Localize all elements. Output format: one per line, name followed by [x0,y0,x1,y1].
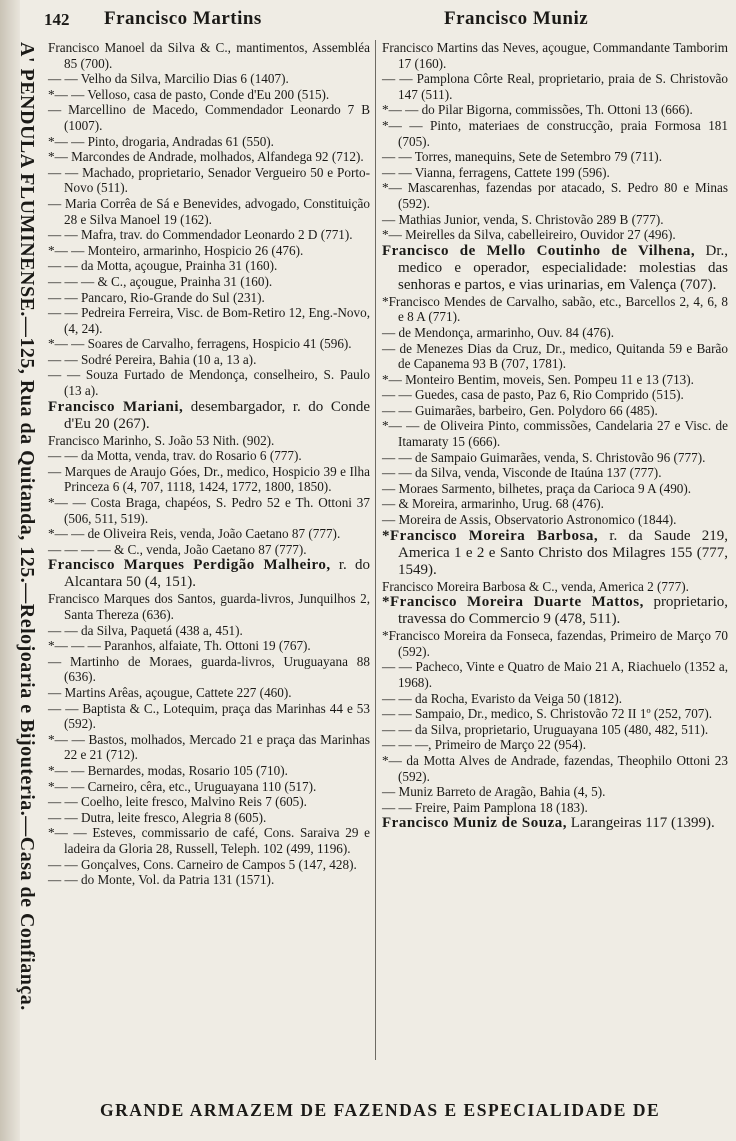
directory-entry [48,102,370,133]
directory-entry [48,149,370,165]
entry-text: *— Monteiro Bentim, moveis, Sen. Pompeu 11 e 13 (713). [382,371,694,387]
entry-text: *— — de Oliveira Reis, venda, João Caetano 87 (777). [48,526,341,542]
directory-entry [382,722,728,738]
entry-name: Francisco Marques Perdigão Malheiro, [48,557,331,574]
directory-entry [48,274,370,290]
directory-entry [48,464,370,495]
directory-entry [382,579,728,595]
directory-entry [382,165,728,181]
entry-text: *— da Motta Alves de Andrade, fazendas, Theophilo Ottoni 23 (592). [382,752,728,784]
directory-entry [48,134,370,150]
directory-entry [382,180,728,211]
entry-text: proprietario, travessa do Commercio 9 (478, 511). [398,594,728,628]
directory-entry [382,403,728,419]
directory-entry [382,737,728,753]
directory-entry [48,623,370,639]
entry-text: *— — Costa Braga, chapéos, S. Pedro 52 e Th. Ottoni 37 (506, 511, 519). [48,495,370,526]
directory-entry [48,258,370,274]
directory-entry [48,40,370,71]
directory-entry [382,387,728,403]
directory-entry [48,685,370,701]
entry-text: *— Meirelles da Silva, cabelleireiro, Ouvidor 27 (496). [382,227,676,243]
entry-text: — — Baptista & C., Lotequim, praça das Marinhas 44 e 53 (592). [48,700,370,732]
entry-text: — — Vianna, ferragens, Cattete 199 (596). [382,164,610,180]
directory-entry [48,794,370,810]
entry-text: *Francisco Mendes de Carvalho, sabão, etc., Barcellos 2, 4, 6, 8 e 8 A (771). [382,293,728,325]
directory-entry [382,512,728,528]
directory-entry [48,810,370,826]
entry-text: — — Freire, Paim Pamplona 18 (183). [382,799,588,815]
side-advertisement: A' PENDULA FLUMINENSE.—125, Rua da Quitanda, 125.—Relojoaria e Bijouteria.—Casa de Confiança. [16,42,38,1011]
directory-entry [382,118,728,149]
entry-text: — Moreira de Assis, Observatorio Astronomico (1844). [382,512,677,528]
directory-entry [382,800,728,816]
directory-entry [382,815,728,832]
directory-entry [382,528,728,579]
directory-entry [48,352,370,368]
entry-text: *— — Soares de Carvalho, ferragens, Hospicio 41 (596). [48,336,352,352]
directory-entry [382,784,728,800]
directory-entry [48,87,370,103]
directory-entry [48,763,370,779]
entry-text: *Francisco Moreira da Fonseca, fazendas, Primeiro de Março 70 (592). [382,628,728,659]
directory-entry [48,732,370,763]
right-running-title: Francisco Muniz [444,8,589,29]
directory-entry [48,305,370,336]
directory-entry [48,399,370,433]
directory-entry [382,481,728,497]
entry-text: — — Pedreira Ferreira, Visc. de Bom-Retiro 12, Eng.-Novo, (4, 24). [48,305,370,336]
entry-text: *— — Bernardes, modas, Rosario 105 (710). [48,762,288,778]
entry-text: — Martins Arêas, açougue, Cattete 227 (460). [48,684,292,700]
entry-text: — — da Silva, venda, Visconde de Itaúna 137 (777). [382,465,662,481]
left-running-title: Francisco Martins [104,8,262,29]
entry-text: — — de Sampaio Guimarães, venda, S. Christovão 96 (777). [382,449,706,465]
entry-text: — & Moreira, armarinho, Urug. 68 (476). [382,496,604,512]
directory-entry [382,628,728,659]
entry-text: — — da Motta, açougue, Prainha 31 (160). [48,258,278,274]
entry-text: — — do Monte, Vol. da Patria 131 (1571). [48,872,275,888]
directory-entry [48,857,370,873]
directory-entry [48,638,370,654]
entry-text: — — —, Primeiro de Março 22 (954). [382,737,587,753]
entry-text: — Moraes Sarmento, bilhetes, praça da Carioca 9 A (490). [382,480,692,496]
entry-text: Francisco Martins das Neves, açougue, Commandante Tamborim 17 (160). [382,40,728,71]
entry-text: Francisco Marinho, S. João 53 Nith. (902). [48,432,275,448]
entry-text: — de Mendonça, armarinho, Ouv. 84 (476). [382,324,615,340]
directory-entry [382,71,728,102]
entry-text: — — da Silva, Paquetá (438 a, 451). [48,622,243,638]
right-column [382,40,728,832]
directory-entry [48,701,370,732]
directory-entry [48,336,370,352]
entry-text: — — Souza Furtado de Mendonça, conselheiro, S. Paulo (13 a). [48,367,370,399]
directory-entry [48,872,370,888]
directory-entry [48,654,370,685]
entry-text: — — — & C., açougue, Prainha 31 (160). [48,273,273,289]
entry-text: — — Sodré Pereira, Bahia (10 a, 13 a). [48,351,257,367]
directory-entry [48,71,370,87]
directory-entry [382,149,728,165]
entry-text: — — Dutra, leite fresco, Alegria 8 (605). [48,809,267,825]
entry-name: *Francisco Moreira Duarte Mattos, [382,594,644,611]
entry-text: *— Mascarenhas, fazendas por atacado, S. Pedro 80 e Minas (592). [382,180,728,211]
entry-text: *— — Carneiro, cêra, etc., Uruguayana 110 (517). [48,778,317,794]
column-divider [375,40,376,1060]
entry-text: *— — Pinto, materiaes de construcção, praia Formosa 181 (705). [382,117,728,149]
directory-entry [48,825,370,856]
entry-text: — — Pancaro, Rio-Grande do Sul (231). [48,289,265,305]
directory-entry [382,294,728,325]
entry-text: r. do Alcantara 50 (4, 151). [64,557,370,591]
entry-text: — — Guimarães, barbeiro, Gen. Polydoro 66 (485). [382,402,658,418]
directory-entry [382,706,728,722]
entry-text: — — da Silva, proprietario, Uruguayana 105 (480, 482, 511). [382,721,709,737]
entry-text: — de Menezes Dias da Cruz, Dr., medico, Quitanda 59 e Barão de Capanema 93 B (707, 1781). [382,340,728,372]
directory-entry [382,40,728,71]
page-header [44,8,728,34]
entry-name: Francisco Muniz de Souza, [382,815,567,832]
directory-entry [382,212,728,228]
entry-text: — — Machado, proprietario, Senador Vergueiro 50 e Porto-Novo (511). [48,164,370,196]
entry-text: Larangeiras 117 (1399). [567,815,715,832]
directory-entry [382,691,728,707]
entry-text: desembargador, r. do Conde d'Eu 20 (267). [64,398,370,432]
directory-entry [48,243,370,259]
entry-text: Francisco Marques dos Santos, guarda-livros, Junquilhos 2, Santa Thereza (636). [48,591,370,622]
entry-text: *— — Esteves, commissario de café, Cons. Saraiva 29 e ladeira da Gloria 28, Russell, Teleph. 102 (499, 1196). [48,825,370,856]
directory-entry [48,196,370,227]
directory-entry [48,542,370,558]
entry-text: *— — Pinto, drogaria, Andradas 61 (550). [48,133,274,149]
directory-entry [382,102,728,118]
directory-entry [382,659,728,690]
directory-entry [48,779,370,795]
directory-entry [48,448,370,464]
entry-text: *— Marcondes de Andrade, molhados, Alfandega 92 (712). [48,149,364,165]
directory-entry [382,325,728,341]
entry-text: — Muniz Barreto de Aragão, Bahia (4, 5). [382,784,606,800]
directory-entry [48,165,370,196]
directory-entry [48,433,370,449]
entry-text: — Mathias Junior, venda, S. Christovão 289 B (777). [382,211,664,227]
directory-entry [48,591,370,622]
directory-entry [382,418,728,449]
entry-text: r. da Saude 219, America 1 e 2 e Santo Christo dos Milagres 155 (777, 1549). [398,527,728,578]
entry-name: Francisco Mariani, [48,398,184,415]
entry-text: — — Pacheco, Vinte e Quatro de Maio 21 A, Riachuelo (1352 a, 1968). [382,659,728,690]
directory-entry [48,526,370,542]
entry-text: — Martinho de Moraes, guarda-livros, Uruguayana 88 (636). [48,653,370,685]
directory-entry [382,450,728,466]
footer-advertisement: GRANDE ARMAZEM DE FAZENDAS E ESPECIALIDADE DE [100,1100,661,1120]
entry-text: — — da Motta, venda, trav. do Rosario 6 (777). [48,448,302,464]
entry-text: — — Sampaio, Dr., medico, S. Christovão 72 II 1º (252, 707). [382,706,713,722]
directory-entry [382,594,728,628]
entry-text: — — Pamplona Côrte Real, proprietario, praia de S. Christovão 147 (511). [382,71,728,102]
left-column [48,40,370,888]
entry-text: — — Mafra, trav. do Commendador Leonardo 2 D (771). [48,227,353,243]
directory-entry [48,495,370,526]
entry-name: Francisco de Mello Coutinho de Vilhena, [382,242,696,259]
entry-text: *— — de Oliveira Pinto, commissões, Candelaria 27 e Visc. de Itamaraty 15 (666). [382,418,728,450]
entry-text: — — da Rocha, Evaristo da Veiga 50 (1812). [382,690,623,706]
entry-text: — — Velho da Silva, Marcilio Dias 6 (1407). [48,71,289,87]
directory-entry [382,465,728,481]
entry-text: *— — do Pilar Bigorna, commissões, Th. Ottoni 13 (666). [382,102,693,118]
page-number: 142 [44,10,70,29]
entry-text: — — Guedes, casa de pasto, Paz 6, Rio Comprido (515). [382,387,684,403]
directory-entry [48,557,370,591]
entry-text: — Marcellino de Macedo, Commendador Leonardo 7 B (1007). [48,102,370,133]
directory-entry [48,290,370,306]
entry-text: *— — Bastos, molhados, Mercado 21 e praça das Marinhas 22 e 21 (712). [48,731,370,763]
entry-text: — — Coelho, leite fresco, Malvino Reis 7 (605). [48,794,307,810]
directory-entry [382,341,728,372]
directory-entry [382,496,728,512]
entry-text: — — — — & C., venda, João Caetano 87 (777). [48,541,307,557]
directory-entry [48,367,370,398]
entry-text: *— — Monteiro, armarinho, Hospicio 26 (476). [48,242,304,258]
directory-entry [48,227,370,243]
entry-text: — Marques de Araujo Góes, Dr., medico, Hospicio 39 e Ilha Princeza 6 (4, 707, 1118, 1424, 1772, 1800, 1850). [48,463,370,495]
entry-text: *— — — Paranhos, alfaiate, Th. Ottoni 19 (767). [48,638,311,654]
entry-text: Francisco Manoel da Silva & C., mantimentos, Assembléa 85 (700). [48,40,370,71]
entry-text: Dr., medico e operador, especialidade: molestias das senhoras e partos, e vias urinarias, em Valença (707). [398,242,729,293]
entry-text: — Maria Corrêa de Sá e Benevides, advogado, Constituição 28 e Silva Manoel 19 (162). [48,195,370,227]
entry-text: *— — Velloso, casa de pasto, Conde d'Eu 200 (515). [48,86,330,102]
directory-entry [382,372,728,388]
entry-text: — — Gonçalves, Cons. Carneiro de Campos 5 (147, 428). [48,856,357,872]
directory-entry [382,227,728,243]
entry-text: — — Torres, manequins, Sete de Setembro 79 (711). [382,149,662,165]
entry-name: *Francisco Moreira Barbosa, [382,527,599,544]
entry-text: Francisco Moreira Barbosa & C., venda, America 2 (777). [382,578,689,594]
directory-entry [382,753,728,784]
directory-entry [382,243,728,294]
